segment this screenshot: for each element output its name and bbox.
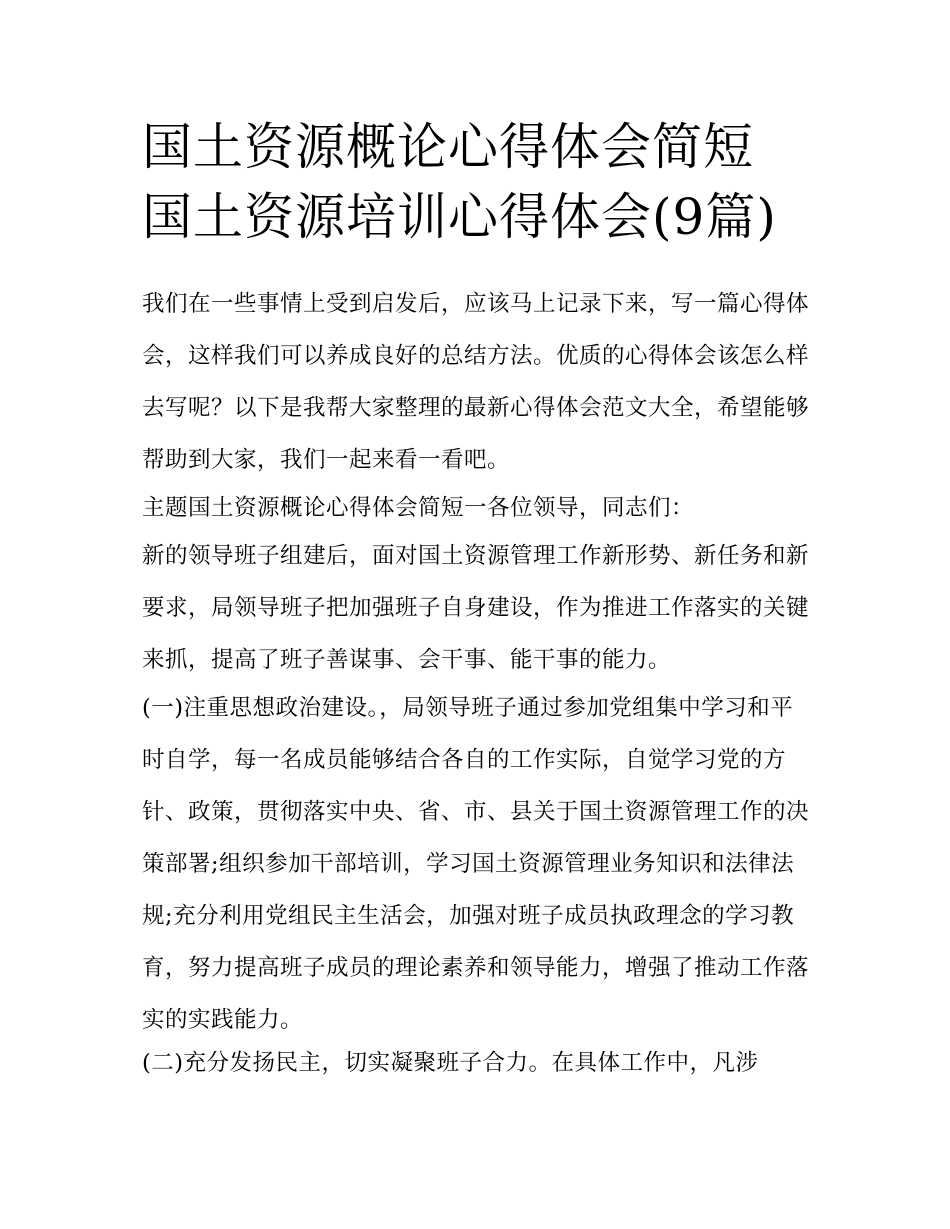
paragraph-section-two: (二)充分发扬民主，切实凝聚班子合力。在具体工作中，凡涉 (142, 1050, 759, 1076)
paragraph-section-one: (一)注重思想政治建设。，局领导班子通过参加党组集中学习和平时自学，每一名成员能够结合各自的工作实际，自觉学习党的方针、政策，贯彻落实中央、省、市、县关于国土资源管理工作的决策部署;组织参加干部培训，学习国土资源管理业务知识和法律法规;充分利用党组民主生活会，加强对班子成员执政理念的学习教育，努力提高班子成员的理论素养和领导能力，增强了推动工作落实的实践能力。 (142, 695, 810, 1033)
paragraph-leadership: 新的领导班子组建后，面对国土资源管理工作新形势、新任务和新要求，局领导班子把加强班子自身建设，作为推进工作落实的关键来抓，提高了班子善谋事、会干事、能干事的能力。 (142, 543, 810, 673)
document-title: 国土资源概论心得体会简短 国土资源培训心得体会(9篇) (142, 118, 777, 246)
paragraph-intro: 我们在一些事情上受到启发后，应该马上记录下来，写一篇心得体会，这样我们可以养成良好的总结方法。优质的心得体会该怎么样去写呢？以下是我帮大家整理的最新心得体会范文大全，希望能够帮助到大家，我们一起来看一看吧。 (142, 291, 810, 473)
paragraph-topic: 主题国土资源概论心得体会简短一各位领导，同志们： (142, 495, 695, 521)
